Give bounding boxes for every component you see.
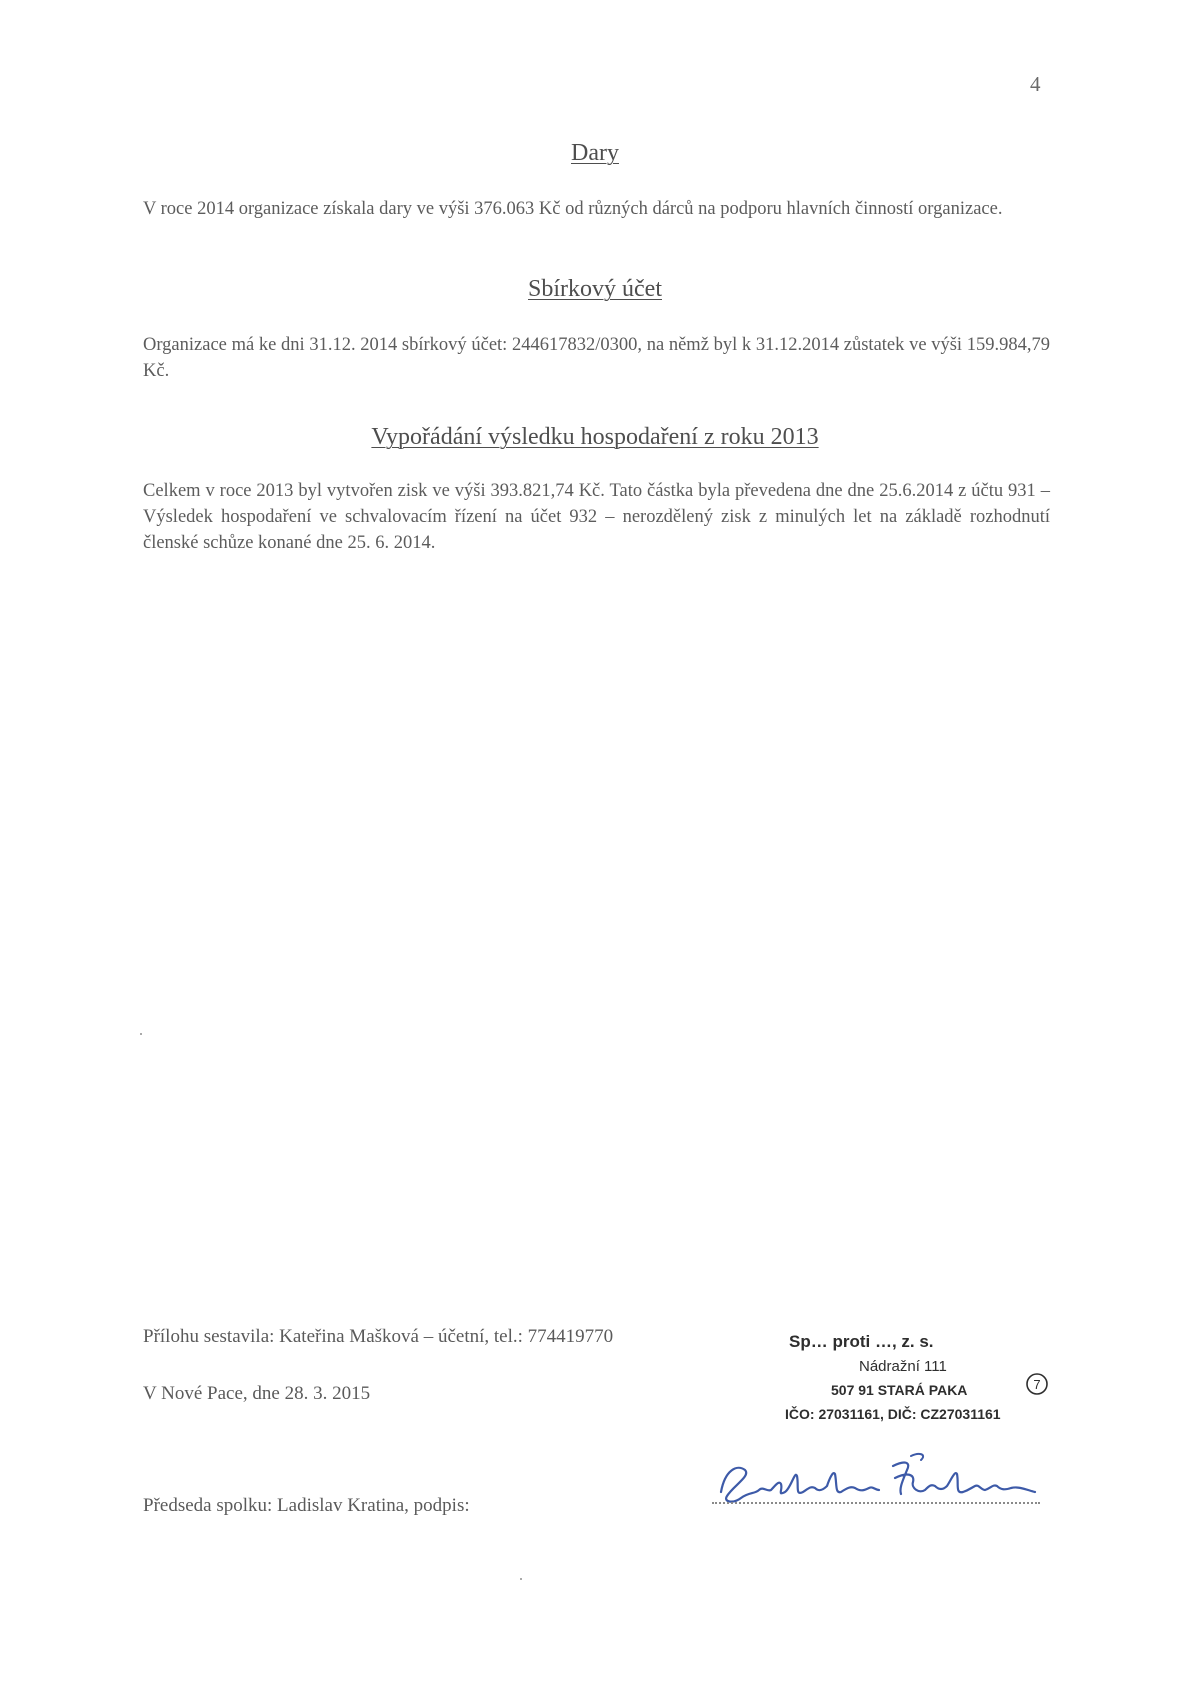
- heading-sbirkovy-ucet: Sbírkový účet: [528, 276, 662, 302]
- paragraph-dary: V roce 2014 organizace získala dary ve výši 376.063 Kč od různých dárců na podporu hlavních činností organizace.: [143, 199, 1003, 219]
- stamp-ico-dic: IČO: 27031161, DIČ: CZ27031161: [785, 1406, 1001, 1422]
- heading-vyporadani: Vypořádání výsledku hospodaření z roku 2013: [371, 424, 819, 450]
- svg-text:7: 7: [1033, 1377, 1041, 1392]
- stamp-street: Nádražní 111: [859, 1358, 947, 1375]
- stamp-name: Sp… proti …, z. s.: [789, 1332, 934, 1351]
- organization-stamp: [785, 1320, 1055, 1440]
- stamp-city: 507 91 STARÁ PAKA: [831, 1382, 968, 1398]
- scan-speck: [520, 1578, 522, 1580]
- heading-dary: Dary: [571, 140, 619, 166]
- prepared-by-line: Přílohu sestavila: Kateřina Mašková – účetní, tel.: 774419770: [143, 1326, 614, 1347]
- handwritten-signature: [715, 1440, 1055, 1520]
- stamp-circled-mark: [1025, 1372, 1049, 1402]
- page-number: 4: [1030, 72, 1041, 96]
- chairman-line: Předseda spolku: Ladislav Kratina, podpis:: [143, 1495, 470, 1516]
- signature-dotted-line: [712, 1502, 1040, 1504]
- paragraph-vyporadani: Celkem v roce 2013 byl vytvořen zisk ve výši 393.821,74 Kč. Tato částka byla převedena dne dne 25.6.2014 z účtu 931 – Výsledek hospodaření ve schvalovacím řízení na účet 932 – nerozdělený zisk z minulých let na základě rozhodnutí členské schůze konané dne 25. 6. 2014.: [143, 481, 1050, 553]
- paragraph-sbirkovy-ucet: Organizace má ke dni 31.12. 2014 sbírkový účet: 244617832/0300, na němž byl k 31.12.2014 zůstatek ve výši 159.984,79 Kč.: [143, 335, 1050, 381]
- scan-speck: [140, 1033, 142, 1035]
- place-date-line: V Nové Pace, dne 28. 3. 2015: [143, 1383, 371, 1404]
